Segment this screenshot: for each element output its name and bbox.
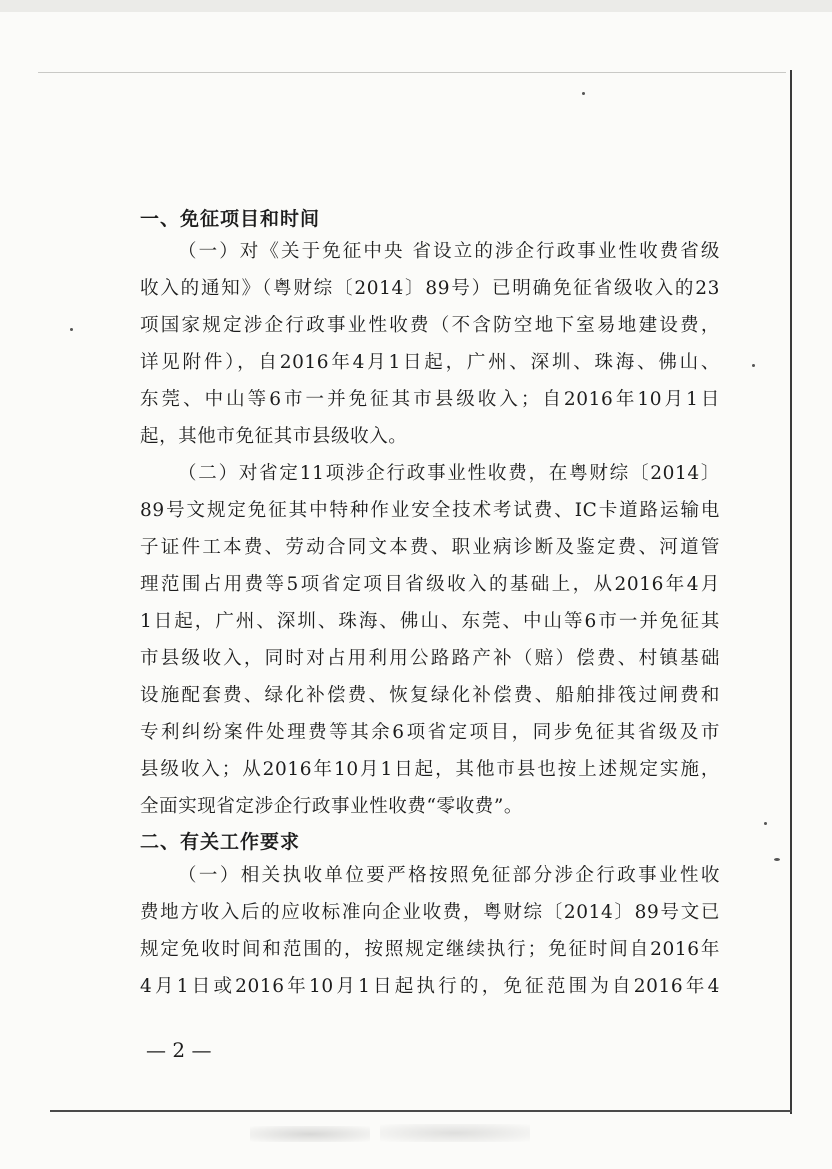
page-border-top xyxy=(38,72,786,73)
paragraph-line: 设施配套费、绿化补偿费、恢复绿化补偿费、船舶排筏过闸费和 xyxy=(140,685,720,706)
paragraph-line: 县级收入；从2016年10月1日起，其他市县也按上述规定实施， xyxy=(140,759,720,780)
paragraph-line: 4月1日或2016年10月1日起执行的，免征范围为自2016年4 xyxy=(140,976,720,997)
paragraph-line: （一）相关执收单位要严格按照免征部分涉企行政事业性收 xyxy=(178,865,720,886)
paragraph-line: 市县级收入，同时对占用利用公路路产补（赔）偿费、村镇基础 xyxy=(140,648,720,669)
section-heading-2: 二、有关工作要求 xyxy=(140,831,301,853)
scan-speck xyxy=(764,822,767,825)
paragraph-line: 项国家规定涉企行政事业性收费（不含防空地下室易地建设费， xyxy=(140,315,720,336)
page-number: — 2 — xyxy=(146,1038,212,1062)
paragraph-line: 89号文规定免征其中特种作业安全技术考试费、IC卡道路运输电 xyxy=(140,500,720,521)
paragraph-line: 详见附件），自2016年4月1日起，广州、深圳、珠海、佛山、 xyxy=(140,352,720,373)
scan-speck xyxy=(774,858,780,861)
paragraph-line: 子证件工本费、劳动合同文本费、职业病诊断及鉴定费、河道管 xyxy=(140,537,720,558)
paragraph-line: （一）对《关于免征中央 省设立的涉企行政事业性收费省级 xyxy=(178,241,720,262)
scan-speck xyxy=(752,364,755,367)
paragraph-line: 规定免收时间和范围的，按照规定继续执行；免征时间自2016年 xyxy=(140,939,720,960)
scan-speck xyxy=(582,92,585,95)
section-heading-1: 一、免征项目和时间 xyxy=(140,208,321,230)
scan-smudge xyxy=(380,1124,530,1142)
paragraph-line: 东莞、中山等6市一并免征其市县级收入；自2016年10月1日 xyxy=(140,389,720,410)
page-border-bottom xyxy=(50,1110,792,1112)
scan-smudge xyxy=(250,1126,370,1142)
paragraph-line: 全面实现省定涉企行政事业性收费“零收费”。 xyxy=(140,796,524,817)
paragraph-line: 收入的通知》（粤财综〔2014〕89号）已明确免征省级收入的23 xyxy=(140,278,720,299)
page-border-right xyxy=(790,70,792,1114)
scan-speck xyxy=(70,328,73,331)
scan-edge xyxy=(0,0,832,12)
paragraph-line: 费地方收入后的应收标准向企业收费，粤财综〔2014〕89号文已 xyxy=(140,902,720,923)
paragraph-line: 理范围占用费等5项省定项目省级收入的基础上，从2016年4月 xyxy=(140,574,720,595)
paragraph-line: （二）对省定11项涉企行政事业性收费，在粤财综〔2014〕 xyxy=(178,463,720,484)
paragraph-line: 专利纠纷案件处理费等其余6项省定项目，同步免征其省级及市 xyxy=(140,722,720,743)
paragraph-line: 1日起，广州、深圳、珠海、佛山、东莞、中山等6市一并免征其 xyxy=(140,611,720,632)
paragraph-line: 起，其他市免征其市县级收入。 xyxy=(140,426,408,447)
